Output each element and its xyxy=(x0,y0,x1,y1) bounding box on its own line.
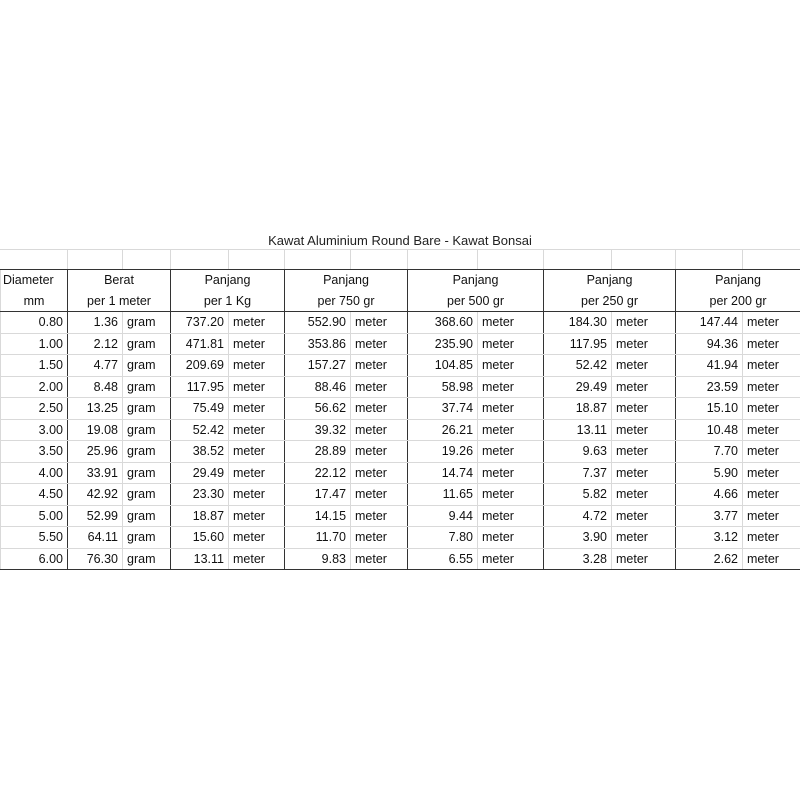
cell-unit: meter xyxy=(743,312,800,334)
cell-panjang-250gr: 18.87 xyxy=(544,398,612,420)
grid-line xyxy=(543,249,544,269)
table-row xyxy=(1,527,800,549)
cell-unit: meter xyxy=(351,548,408,570)
table-row xyxy=(1,505,800,527)
cell-unit: meter xyxy=(351,419,408,441)
cell-unit: meter xyxy=(743,333,800,355)
cell-berat: 33.91 xyxy=(68,462,123,484)
cell-panjang-1kg: 15.60 xyxy=(171,527,229,549)
cell-unit: meter xyxy=(743,462,800,484)
cell-unit: gram xyxy=(123,505,171,527)
cell-unit: meter xyxy=(612,505,676,527)
cell-panjang-250gr: 5.82 xyxy=(544,484,612,506)
cell-berat: 4.77 xyxy=(68,355,123,377)
sheet-title: Kawat Aluminium Round Bare - Kawat Bonsai xyxy=(268,233,532,248)
cell-panjang-750gr: 17.47 xyxy=(285,484,351,506)
cell-panjang-200gr: 3.12 xyxy=(676,527,743,549)
cell-panjang-250gr: 184.30 xyxy=(544,312,612,334)
cell-panjang-200gr: 3.77 xyxy=(676,505,743,527)
cell-unit: gram xyxy=(123,333,171,355)
cell-diameter: 4.50 xyxy=(1,484,68,506)
cell-panjang-750gr: 28.89 xyxy=(285,441,351,463)
header-panjang-750gr: Panjang xyxy=(285,270,408,291)
cell-unit: meter xyxy=(743,419,800,441)
header-per-200-gr: per 200 gr xyxy=(676,291,800,312)
cell-panjang-750gr: 552.90 xyxy=(285,312,351,334)
cell-unit: meter xyxy=(478,484,544,506)
cell-unit: meter xyxy=(478,355,544,377)
cell-panjang-200gr: 147.44 xyxy=(676,312,743,334)
cell-diameter: 3.00 xyxy=(1,419,68,441)
cell-unit: meter xyxy=(478,419,544,441)
cell-unit: meter xyxy=(478,527,544,549)
cell-diameter: 2.50 xyxy=(1,398,68,420)
cell-unit: meter xyxy=(612,398,676,420)
cell-panjang-500gr: 26.21 xyxy=(408,419,478,441)
cell-unit: gram xyxy=(123,527,171,549)
table-row xyxy=(1,376,800,398)
cell-panjang-750gr: 9.83 xyxy=(285,548,351,570)
cell-berat: 19.08 xyxy=(68,419,123,441)
table-row xyxy=(1,398,800,420)
cell-unit: meter xyxy=(229,484,285,506)
cell-panjang-500gr: 368.60 xyxy=(408,312,478,334)
header-row-1 xyxy=(1,270,800,291)
cell-unit: meter xyxy=(612,484,676,506)
cell-unit: meter xyxy=(351,355,408,377)
cell-diameter: 5.50 xyxy=(1,527,68,549)
cell-panjang-200gr: 94.36 xyxy=(676,333,743,355)
cell-unit: meter xyxy=(743,355,800,377)
cell-unit: meter xyxy=(351,376,408,398)
cell-panjang-1kg: 737.20 xyxy=(171,312,229,334)
cell-panjang-1kg: 471.81 xyxy=(171,333,229,355)
cell-panjang-500gr: 9.44 xyxy=(408,505,478,527)
cell-unit: gram xyxy=(123,398,171,420)
header-per-1-meter: per 1 meter xyxy=(68,291,171,312)
cell-unit: meter xyxy=(478,505,544,527)
cell-diameter: 1.50 xyxy=(1,355,68,377)
cell-unit: meter xyxy=(612,419,676,441)
cell-unit: meter xyxy=(612,462,676,484)
cell-unit: meter xyxy=(478,398,544,420)
cell-unit: meter xyxy=(478,441,544,463)
grid-line xyxy=(170,249,171,269)
cell-unit: gram xyxy=(123,484,171,506)
cell-unit: gram xyxy=(123,376,171,398)
cell-panjang-1kg: 38.52 xyxy=(171,441,229,463)
cell-unit: meter xyxy=(478,462,544,484)
cell-panjang-500gr: 235.90 xyxy=(408,333,478,355)
cell-unit: gram xyxy=(123,355,171,377)
cell-panjang-1kg: 29.49 xyxy=(171,462,229,484)
cell-diameter: 1.00 xyxy=(1,333,68,355)
cell-panjang-500gr: 37.74 xyxy=(408,398,478,420)
cell-unit: meter xyxy=(351,527,408,549)
cell-diameter: 4.00 xyxy=(1,462,68,484)
cell-panjang-750gr: 157.27 xyxy=(285,355,351,377)
cell-panjang-1kg: 117.95 xyxy=(171,376,229,398)
cell-berat: 42.92 xyxy=(68,484,123,506)
header-per-1-kg: per 1 Kg xyxy=(171,291,285,312)
cell-berat: 1.36 xyxy=(68,312,123,334)
grid-line xyxy=(67,249,68,269)
cell-unit: meter xyxy=(229,419,285,441)
cell-panjang-200gr: 15.10 xyxy=(676,398,743,420)
cell-panjang-250gr: 7.37 xyxy=(544,462,612,484)
cell-unit: meter xyxy=(612,527,676,549)
cell-panjang-200gr: 23.59 xyxy=(676,376,743,398)
table-row xyxy=(1,312,800,334)
cell-panjang-1kg: 18.87 xyxy=(171,505,229,527)
cell-unit: meter xyxy=(351,333,408,355)
cell-unit: gram xyxy=(123,462,171,484)
cell-unit: meter xyxy=(743,505,800,527)
cell-unit: meter xyxy=(743,484,800,506)
cell-unit: meter xyxy=(612,333,676,355)
cell-berat: 25.96 xyxy=(68,441,123,463)
grid-line xyxy=(228,249,229,269)
cell-berat: 13.25 xyxy=(68,398,123,420)
cell-panjang-200gr: 10.48 xyxy=(676,419,743,441)
header-mm: mm xyxy=(1,291,68,312)
header-panjang-500gr: Panjang xyxy=(408,270,544,291)
cell-panjang-750gr: 11.70 xyxy=(285,527,351,549)
table-row xyxy=(1,462,800,484)
cell-panjang-200gr: 2.62 xyxy=(676,548,743,570)
cell-panjang-250gr: 9.63 xyxy=(544,441,612,463)
cell-diameter: 6.00 xyxy=(1,548,68,570)
cell-panjang-200gr: 5.90 xyxy=(676,462,743,484)
cell-unit: meter xyxy=(743,441,800,463)
cell-unit: meter xyxy=(743,527,800,549)
cell-unit: meter xyxy=(612,312,676,334)
cell-panjang-750gr: 56.62 xyxy=(285,398,351,420)
cell-panjang-200gr: 41.94 xyxy=(676,355,743,377)
cell-berat: 8.48 xyxy=(68,376,123,398)
cell-diameter: 2.00 xyxy=(1,376,68,398)
table-row xyxy=(1,419,800,441)
cell-panjang-500gr: 19.26 xyxy=(408,441,478,463)
cell-panjang-500gr: 11.65 xyxy=(408,484,478,506)
cell-diameter: 3.50 xyxy=(1,441,68,463)
cell-unit: gram xyxy=(123,548,171,570)
cell-unit: meter xyxy=(612,376,676,398)
table-row xyxy=(1,441,800,463)
grid-line xyxy=(675,249,676,269)
cell-unit: meter xyxy=(478,376,544,398)
cell-panjang-250gr: 29.49 xyxy=(544,376,612,398)
cell-unit: meter xyxy=(743,398,800,420)
table-row xyxy=(1,333,800,355)
cell-panjang-750gr: 88.46 xyxy=(285,376,351,398)
cell-panjang-1kg: 75.49 xyxy=(171,398,229,420)
cell-panjang-500gr: 6.55 xyxy=(408,548,478,570)
table-row xyxy=(1,484,800,506)
header-panjang-200gr: Panjang xyxy=(676,270,800,291)
cell-panjang-200gr: 7.70 xyxy=(676,441,743,463)
cell-unit: meter xyxy=(351,484,408,506)
grid-line xyxy=(611,249,612,269)
cell-panjang-1kg: 52.42 xyxy=(171,419,229,441)
cell-diameter: 5.00 xyxy=(1,505,68,527)
header-panjang-1kg: Panjang xyxy=(171,270,285,291)
header-per-500-gr: per 500 gr xyxy=(408,291,544,312)
cell-berat: 76.30 xyxy=(68,548,123,570)
grid-line xyxy=(407,249,408,269)
wire-spec-table xyxy=(0,269,800,570)
header-per-250-gr: per 250 gr xyxy=(544,291,676,312)
cell-unit: meter xyxy=(478,312,544,334)
cell-panjang-250gr: 52.42 xyxy=(544,355,612,377)
cell-unit: meter xyxy=(351,312,408,334)
header-berat: Berat xyxy=(68,270,171,291)
grid-line xyxy=(742,249,743,269)
cell-berat: 52.99 xyxy=(68,505,123,527)
cell-panjang-250gr: 13.11 xyxy=(544,419,612,441)
cell-unit: meter xyxy=(229,333,285,355)
cell-berat: 2.12 xyxy=(68,333,123,355)
table-row xyxy=(1,548,800,570)
cell-unit: gram xyxy=(123,441,171,463)
empty-grid-row xyxy=(0,249,800,270)
header-diameter: Diameter xyxy=(1,270,68,291)
cell-unit: meter xyxy=(229,441,285,463)
cell-unit: gram xyxy=(123,419,171,441)
cell-unit: meter xyxy=(612,441,676,463)
cell-unit: meter xyxy=(351,462,408,484)
cell-panjang-500gr: 104.85 xyxy=(408,355,478,377)
cell-unit: meter xyxy=(351,441,408,463)
grid-line xyxy=(350,249,351,269)
cell-panjang-500gr: 14.74 xyxy=(408,462,478,484)
cell-unit: meter xyxy=(478,333,544,355)
cell-panjang-250gr: 117.95 xyxy=(544,333,612,355)
cell-panjang-250gr: 4.72 xyxy=(544,505,612,527)
cell-panjang-250gr: 3.90 xyxy=(544,527,612,549)
cell-unit: meter xyxy=(229,376,285,398)
cell-unit: meter xyxy=(743,376,800,398)
grid-line xyxy=(477,249,478,269)
cell-unit: meter xyxy=(229,398,285,420)
cell-panjang-200gr: 4.66 xyxy=(676,484,743,506)
header-per-750-gr: per 750 gr xyxy=(285,291,408,312)
cell-panjang-500gr: 7.80 xyxy=(408,527,478,549)
grid-line xyxy=(284,249,285,269)
cell-unit: meter xyxy=(229,548,285,570)
cell-panjang-1kg: 209.69 xyxy=(171,355,229,377)
cell-berat: 64.11 xyxy=(68,527,123,549)
cell-diameter: 0.80 xyxy=(1,312,68,334)
cell-unit: meter xyxy=(612,355,676,377)
cell-unit: meter xyxy=(229,355,285,377)
cell-panjang-1kg: 23.30 xyxy=(171,484,229,506)
cell-panjang-750gr: 353.86 xyxy=(285,333,351,355)
cell-panjang-500gr: 58.98 xyxy=(408,376,478,398)
cell-unit: meter xyxy=(229,462,285,484)
cell-panjang-250gr: 3.28 xyxy=(544,548,612,570)
cell-unit: meter xyxy=(351,505,408,527)
cell-unit: meter xyxy=(478,548,544,570)
cell-panjang-750gr: 22.12 xyxy=(285,462,351,484)
cell-unit: meter xyxy=(229,527,285,549)
cell-panjang-750gr: 39.32 xyxy=(285,419,351,441)
cell-panjang-1kg: 13.11 xyxy=(171,548,229,570)
header-panjang-250gr: Panjang xyxy=(544,270,676,291)
cell-unit: meter xyxy=(351,398,408,420)
cell-unit: meter xyxy=(229,312,285,334)
cell-unit: gram xyxy=(123,312,171,334)
header-row-2 xyxy=(1,291,800,312)
cell-unit: meter xyxy=(612,548,676,570)
grid-line xyxy=(122,249,123,269)
cell-unit: meter xyxy=(229,505,285,527)
cell-panjang-750gr: 14.15 xyxy=(285,505,351,527)
table-row xyxy=(1,355,800,377)
cell-unit: meter xyxy=(743,548,800,570)
